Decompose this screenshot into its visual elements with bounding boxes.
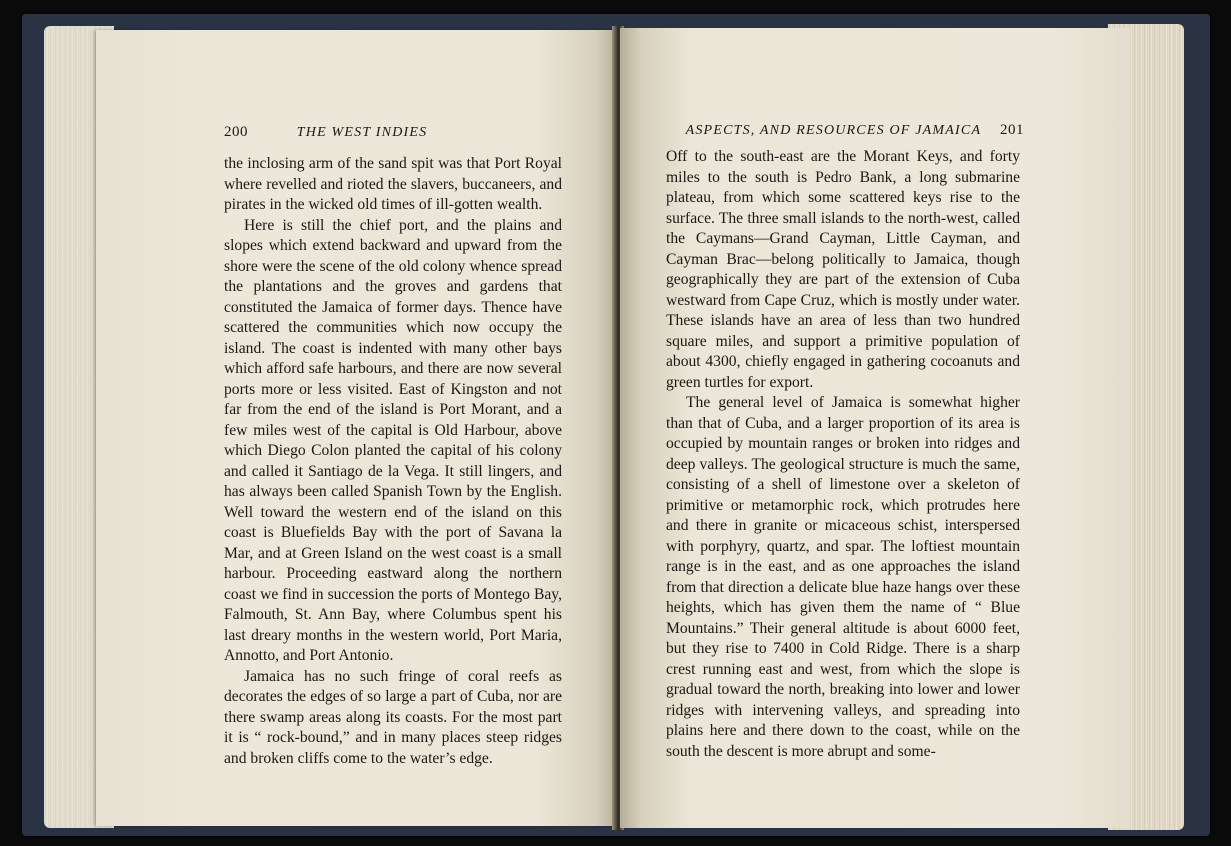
left-running-head: THE WEST INDIES [296, 125, 428, 140]
right-paragraph-2: The general level of Jamaica is somewhat higher than that of Cuba, and a larger proportion of its area is occupied by mountain ranges or broken into ridges and deep valleys. The geological structure is much the same, consisting of a shell of limestone over a skeleton of primitive or metamorphic rock, which protrudes here and there in granite or micaceous schist, interspersed with porphyry, quartz, and spar. The loftiest mountain range is in the east, and as one approaches the island from that direction a delicate blue haze hangs over these heights, which has given them the name of “ Blue Mountains.” Their general altitude is about 6000 feet, but they rise to 7400 in Cold Ridge. There is a sharp crest running east and west, from which the slope is gradual toward the north, breaking into lower and lower ridges with intervening valleys, and spreading into plains here and there down to the coast, while on the south the descent is more abrupt and some- [666, 394, 1020, 760]
right-page-body [666, 147, 1020, 762]
left-paragraph-1: the inclosing arm of the sand spit was that Port Royal where revelled and rioted the slavers, buccaneers, and pirates in the wicked old times of ill-gotten wealth. [224, 155, 562, 213]
left-page-number: 200 [224, 124, 248, 140]
right-page-header [678, 122, 1024, 139]
left-page-header [224, 124, 564, 141]
right-paragraph-1: Off to the south-east are the Morant Keys, and forty miles to the south is Pedro Bank, a long submarine plateau, from which some scattered keys rise to the surface. The three small islands to the north-west, called the Caymans—Grand Cayman, Little Cayman, and Cayman Brac—belong politically to Jamaica, though geographically they are part of the extension of Cuba westward from Cape Cruz, which is mostly under water. These islands have an area of less than two hundred square miles, and support a primitive population of about 4300, chiefly engaged in gathering cocoanuts and green turtles for export. [666, 148, 1020, 391]
left-page [96, 30, 616, 826]
right-running-head: ASPECTS, AND RESOURCES OF JAMAICA [685, 123, 982, 138]
right-page [620, 28, 1130, 828]
right-page-number: 201 [1000, 122, 1024, 138]
left-paragraph-3: Jamaica has no such fringe of coral reefs as decorates the edges of so large a part of Cuba, nor are there swamp areas along its coasts. For the most part it is “ rock-bound,” and in many places steep ridges and broken cliffs come to the water’s edge. [224, 667, 562, 767]
left-paragraph-2: Here is still the chief port, and the plains and slopes which extend backward and upward from the shore were the scene of the old colony whence spread the plantations and the groves and gardens that constituted the Jamaica of former days. Thence have scattered the communities which now occupy the island. The coast is indented with many other bays which afford safe harbours, and there are now several ports more or less visited. East of Kingston and not far from the end of the island is Port Morant, and a few miles west of the capital is Old Harbour, above which Diego Colon planted the capital of his colony and called it Santiago de la Vega. It still lingers, and has always been called Spanish Town by the English. Well toward the western end of the island on this coast is Bluefields Bay with the port of Savana la Mar, and at Green Island on the west coast is a small harbour. Proceeding eastward along the northern coast we find in succession the ports of Montego Bay, Falmouth, St. Ann Bay, where Columbus spent his last dreary months in the western world, Port Maria, Annotto, and Port Antonio. [224, 216, 562, 664]
left-page-body [224, 154, 562, 769]
